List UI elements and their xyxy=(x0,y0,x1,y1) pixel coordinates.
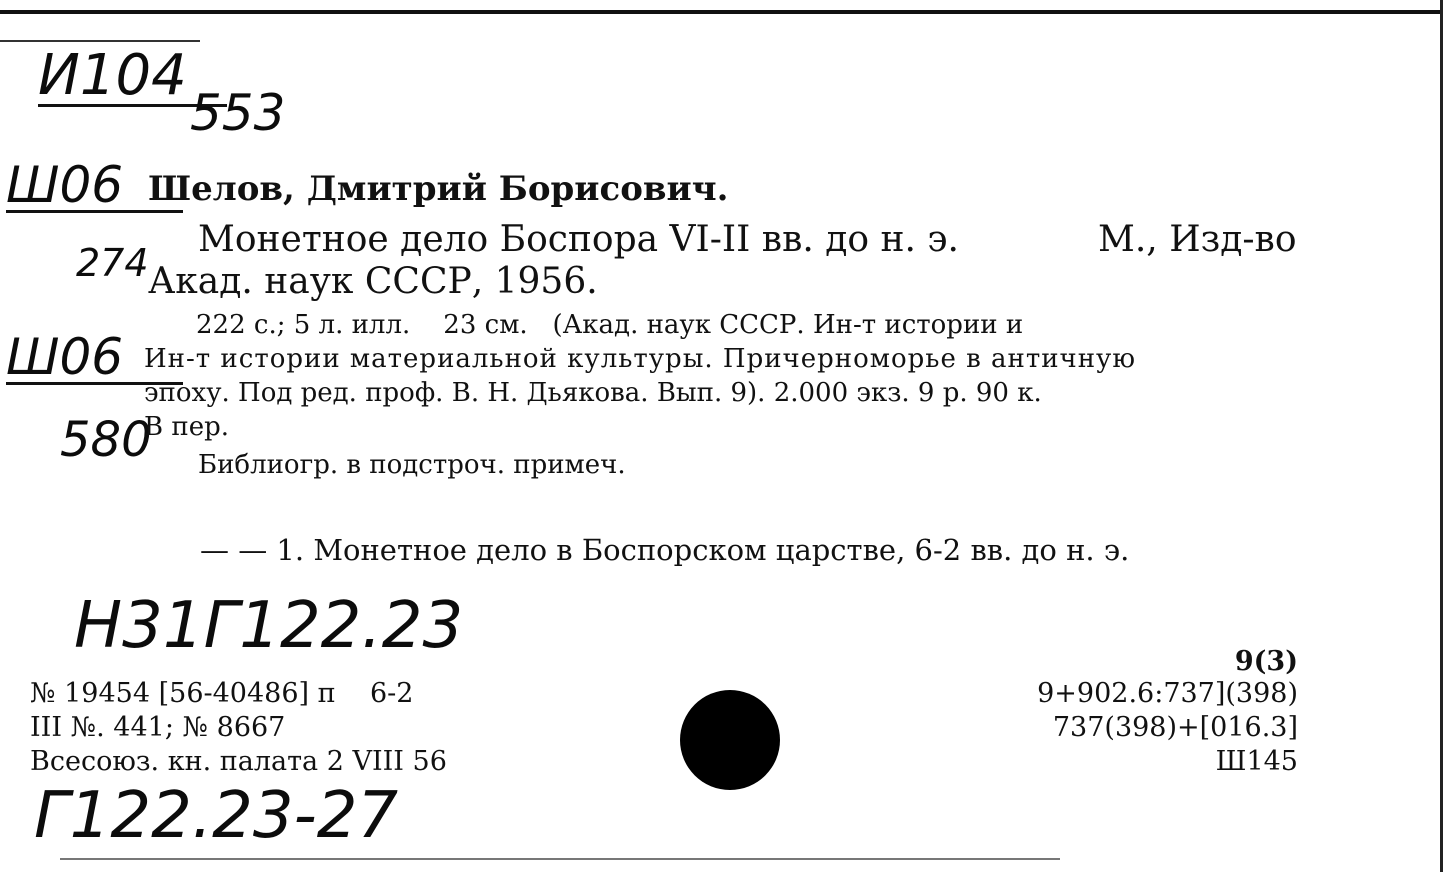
handwritten-top-code: И104 xyxy=(38,48,227,107)
footer-right-line-1: 9(3) xyxy=(1234,646,1298,677)
footer-right-line-3: 737(398)+[016.3] xyxy=(1052,712,1298,743)
description-line-3: эпоху. Под ред. проф. В. Н. Дьякова. Вып. 9). 2.000 экз. 9 р. 90 к. xyxy=(144,378,1042,408)
footer-right-line-4: Ш145 xyxy=(1215,746,1298,777)
handwritten-side2-sub: 580 xyxy=(60,412,152,468)
handwritten-top-sub: 553 xyxy=(190,84,286,142)
subject-heading: — — 1. Монетное дело в Боспорском царстве, 6-2 вв. до н. э. xyxy=(200,533,1130,567)
title-line-2: Акад. наук СССР, 1956. xyxy=(148,261,598,302)
handwritten-bottom-code: Г122.23-27 xyxy=(34,779,399,853)
bottom-rule xyxy=(60,858,1060,860)
handwritten-side2-code: Ш06 xyxy=(6,332,183,385)
title-line-1: Монетное дело Боспора VI-II вв. до н. э. xyxy=(198,219,959,260)
top-border xyxy=(0,10,1440,14)
handwritten-classification: Н31Г122.23 xyxy=(74,589,464,663)
punch-hole xyxy=(680,690,780,790)
footer-left-line-1: № 19454 [56-40486] п 6-2 xyxy=(30,678,414,709)
right-border xyxy=(1440,0,1443,872)
handwritten-side1-code: Ш06 xyxy=(6,160,183,213)
handwritten-side1-sub: 274 xyxy=(76,241,149,285)
footer-right-line-2: 9+902.6:737](398) xyxy=(1037,678,1298,709)
publisher-line-1: М., Изд-во xyxy=(1098,219,1297,260)
description-line-1: 222 с.; 5 л. илл. 23 см. (Акад. наук СССР. Ин-т истории и xyxy=(196,310,1024,340)
author-heading: Шелов, Дмитрий Борисович. xyxy=(148,169,729,209)
footer-left-line-2: III №. 441; № 8667 xyxy=(30,712,286,743)
top-dashed-rule xyxy=(0,40,200,42)
description-line-4: В пер. xyxy=(144,412,229,442)
description-line-2: Ин-т истории материальной культуры. Причерноморье в античную xyxy=(144,344,1136,374)
bibliography-note: Библиогр. в подстроч. примеч. xyxy=(198,450,626,480)
footer-left-line-3: Всесоюз. кн. палата 2 VIII 56 xyxy=(30,746,447,777)
